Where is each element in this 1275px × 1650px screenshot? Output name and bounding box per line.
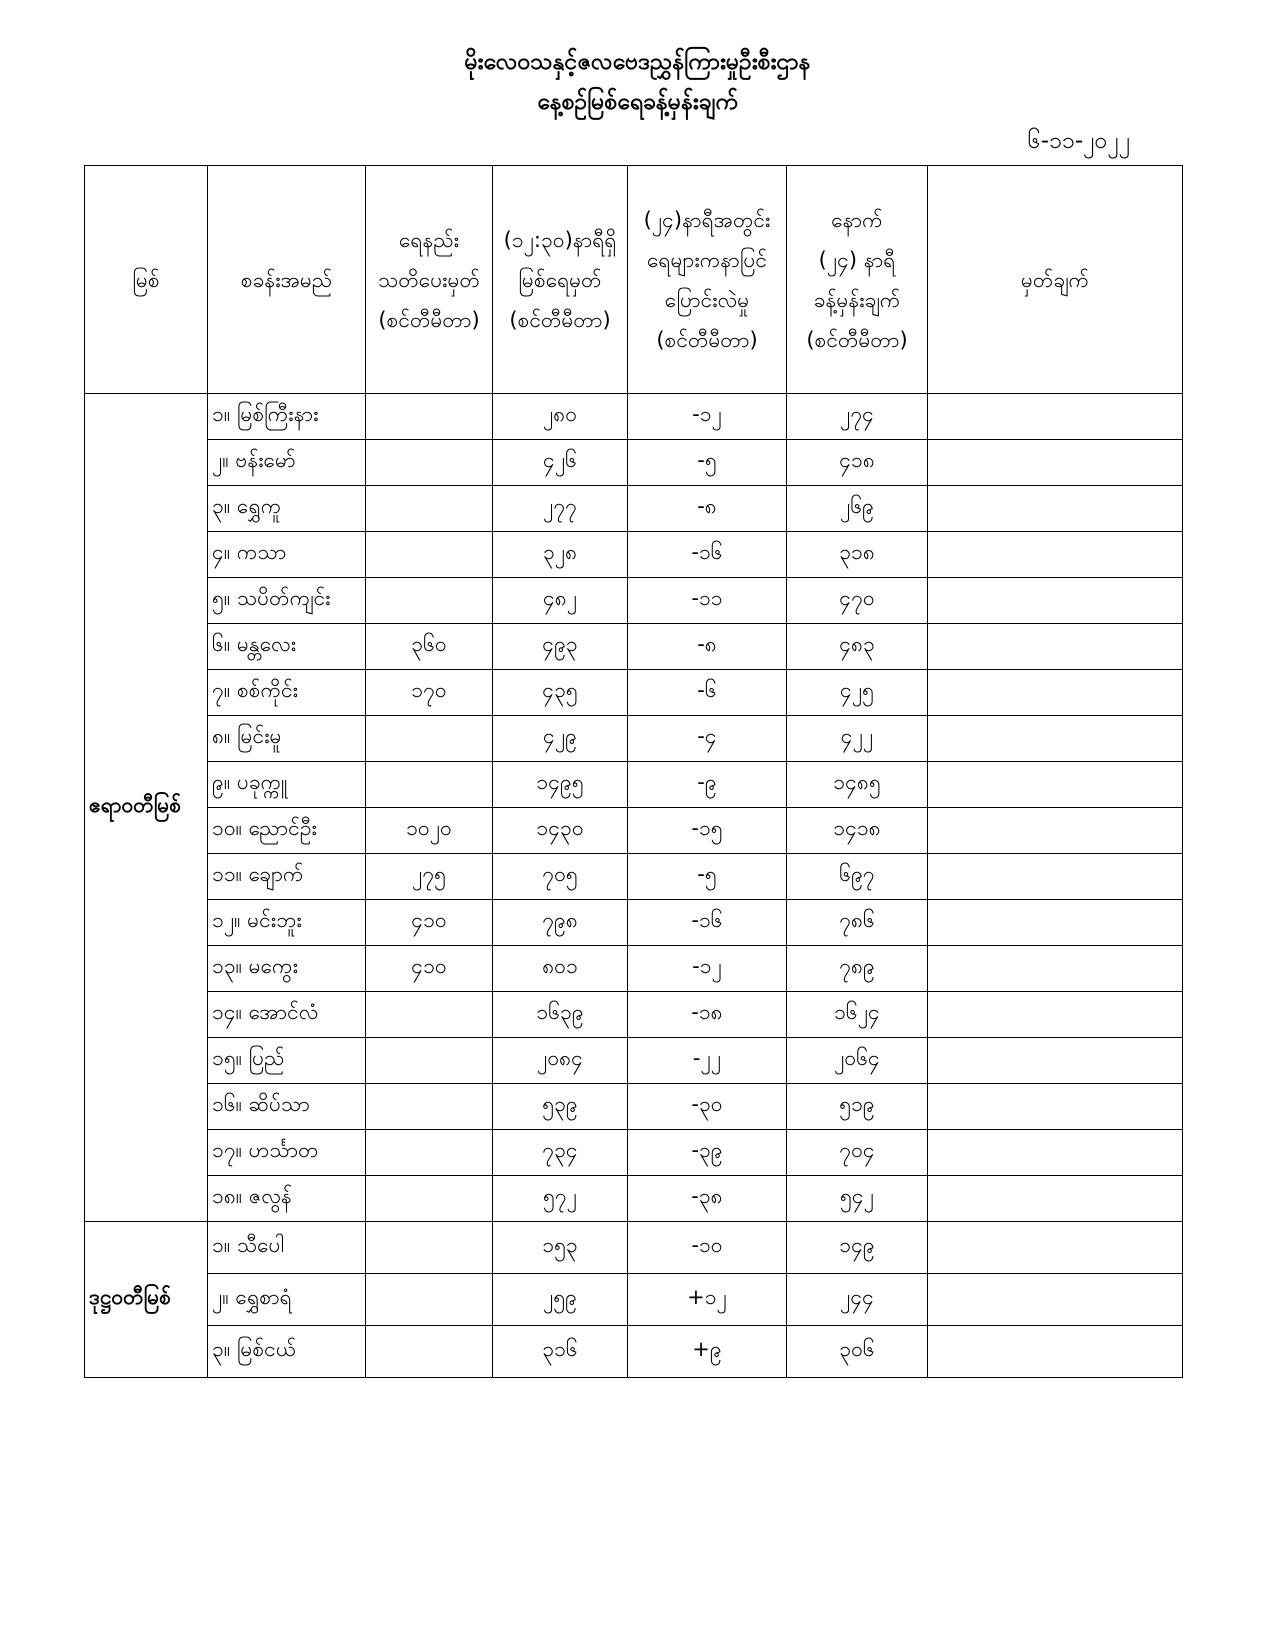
forecast-cell: ၄၇၀ — [787, 578, 928, 624]
water-level-cell: ၂၀၈၄ — [493, 1038, 628, 1084]
forecast-cell: ၂၆၉ — [787, 486, 928, 532]
warning-level-cell — [366, 1038, 493, 1084]
river-name: ဒုဋ္ဌဝတီမြစ် — [85, 1222, 208, 1378]
forecast-cell: ၂၀၆၄ — [787, 1038, 928, 1084]
level-change-cell: -၁၁ — [628, 578, 787, 624]
water-level-cell: ၅၇၂ — [493, 1176, 628, 1222]
level-change-cell: -၃၈ — [628, 1176, 787, 1222]
station-name-cell: ၁၅။ ပြည် — [208, 1038, 366, 1084]
water-level-cell: ၇၃၄ — [493, 1130, 628, 1176]
warning-level-cell — [366, 1222, 493, 1274]
forecast-cell: ၅၁၉ — [787, 1084, 928, 1130]
page-subtitle: နေ့စဉ်မြစ်ရေခန့်မှန်းချက် — [537, 89, 738, 115]
table-row — [85, 808, 1183, 854]
level-change-cell: -၅ — [628, 854, 787, 900]
warning-level-cell: ၃၆၀ — [366, 624, 493, 670]
forecast-cell: ၄၂၂ — [787, 716, 928, 762]
warning-level-cell — [366, 1130, 493, 1176]
col-water-level-header: (၁၂:၃၀)နာရီရှိ မြစ်ရေမှတ် (စင်တီမီတာ) — [493, 166, 628, 394]
remark-cell — [928, 716, 1183, 762]
warning-level-cell — [366, 440, 493, 486]
table-row — [85, 578, 1183, 624]
table-row — [85, 670, 1183, 716]
water-level-cell: ၁၄၉၅ — [493, 762, 628, 808]
warning-level-cell: ၁၀၂၀ — [366, 808, 493, 854]
level-change-cell: -၁၆ — [628, 532, 787, 578]
water-level-cell: ၂၅၉ — [493, 1274, 628, 1326]
station-name-cell: ၁၇။ ဟင်္သာတ — [208, 1130, 366, 1176]
remark-cell — [928, 1038, 1183, 1084]
warning-level-cell: ၂၇၅ — [366, 854, 493, 900]
table-row — [85, 532, 1183, 578]
remark-cell — [928, 1326, 1183, 1378]
remark-cell — [928, 440, 1183, 486]
water-level-cell: ၄၂၉ — [493, 716, 628, 762]
remark-cell — [928, 1084, 1183, 1130]
table-row — [85, 1084, 1183, 1130]
water-level-cell: ၁၆၃၉ — [493, 992, 628, 1038]
level-change-cell: -၃၀ — [628, 1084, 787, 1130]
level-change-cell: -၁၆ — [628, 900, 787, 946]
level-change-cell: +၉ — [628, 1326, 787, 1378]
warning-level-cell — [366, 578, 493, 624]
water-level-cell: ၅၃၉ — [493, 1084, 628, 1130]
table-row — [85, 394, 1183, 440]
station-name-cell: ၁၀။ ညောင်ဦး — [208, 808, 366, 854]
table-row — [85, 946, 1183, 992]
table-row — [85, 1038, 1183, 1084]
table-row — [85, 716, 1183, 762]
remark-cell — [928, 900, 1183, 946]
forecast-cell: ၁၆၂၄ — [787, 992, 928, 1038]
level-change-cell: -၃၉ — [628, 1130, 787, 1176]
warning-level-cell — [366, 716, 493, 762]
river-name: ဧရာဝတီမြစ် — [85, 394, 208, 1222]
level-change-cell: -၄ — [628, 716, 787, 762]
remark-cell — [928, 808, 1183, 854]
station-name-cell: ၁။ မြစ်ကြီးနား — [208, 394, 366, 440]
forecast-cell: ၂၇၄ — [787, 394, 928, 440]
warning-level-cell — [366, 1176, 493, 1222]
level-change-cell: -၁၅ — [628, 808, 787, 854]
forecast-cell: ၁၄၈၅ — [787, 762, 928, 808]
forecast-cell: ၄၈၃ — [787, 624, 928, 670]
water-level-cell: ၇၉၈ — [493, 900, 628, 946]
level-change-cell: -၁၈ — [628, 992, 787, 1038]
water-level-cell: ၁၅၃ — [493, 1222, 628, 1274]
station-name-cell: ၁၂။ မင်းဘူး — [208, 900, 366, 946]
table-row — [85, 1130, 1183, 1176]
level-change-cell: -၈ — [628, 624, 787, 670]
level-change-cell: -၆ — [628, 670, 787, 716]
table-row — [85, 762, 1183, 808]
remark-cell — [928, 992, 1183, 1038]
water-level-cell: ၂၇၇ — [493, 486, 628, 532]
table-body — [85, 394, 1183, 1378]
station-name-cell: ၄။ ကသာ — [208, 532, 366, 578]
level-change-cell: -၁၂ — [628, 394, 787, 440]
table-row — [85, 992, 1183, 1038]
station-name-cell: ၁၈။ ဇလွန် — [208, 1176, 366, 1222]
remark-cell — [928, 1176, 1183, 1222]
water-level-cell: ၂၈၀ — [493, 394, 628, 440]
level-change-cell: -၅ — [628, 440, 787, 486]
station-name-cell: ၇။ စစ်ကိုင်း — [208, 670, 366, 716]
level-change-cell: +၁၂ — [628, 1274, 787, 1326]
table-row — [85, 624, 1183, 670]
station-name-cell: ၉။ ပခုက္ကူ — [208, 762, 366, 808]
page-title: မိုးလေဝသနှင့်ဇလဗေဒညွှန်ကြားမှုဦးစီးဌာန — [464, 49, 811, 75]
table-row — [85, 1176, 1183, 1222]
remark-cell — [928, 1130, 1183, 1176]
remark-cell — [928, 854, 1183, 900]
warning-level-cell — [366, 1274, 493, 1326]
warning-level-cell — [366, 1084, 493, 1130]
table-row — [85, 440, 1183, 486]
level-change-cell: -၂၂ — [628, 1038, 787, 1084]
forecast-cell: ၁၄၉ — [787, 1222, 928, 1274]
col-remark-header: မှတ်ချက် — [928, 166, 1183, 394]
table-row — [85, 486, 1183, 532]
station-name-cell: ၁၄။ အောင်လံ — [208, 992, 366, 1038]
station-name-cell: ၁၃။ မကွေး — [208, 946, 366, 992]
table-row — [85, 900, 1183, 946]
station-name-cell: ၃။ မြစ်ငယ် — [208, 1326, 366, 1378]
water-level-cell: ၈၀၁ — [493, 946, 628, 992]
water-level-cell: ၃၂၈ — [493, 532, 628, 578]
forecast-cell: ၇၈၉ — [787, 946, 928, 992]
water-level-cell: ၁၄၃၀ — [493, 808, 628, 854]
remark-cell — [928, 670, 1183, 716]
col-24h-forecast-header: နောက် (၂၄) နာရီ ခန့်မှန်းချက် (စင်တီမီတာ) — [787, 166, 928, 394]
remark-cell — [928, 762, 1183, 808]
water-level-cell: ၄၉၃ — [493, 624, 628, 670]
warning-level-cell — [366, 992, 493, 1038]
station-name-cell: ၁၆။ ဆိပ်သာ — [208, 1084, 366, 1130]
report-date: ၆-၁၁-၂၀၂၂ — [1027, 128, 1130, 154]
col-24h-change-header: (၂၄)နာရီအတွင်း ရေများကနာပြင် ပြောင်းလဲမှု (စင်တီမီတာ) — [628, 166, 787, 394]
river-forecast-table — [84, 165, 1183, 1378]
station-name-cell: ၈။ မြင်းမူ — [208, 716, 366, 762]
warning-level-cell: ၁၇၀ — [366, 670, 493, 716]
forecast-cell: ၃၀၆ — [787, 1326, 928, 1378]
water-level-cell: ၄၃၅ — [493, 670, 628, 716]
table-row — [85, 1222, 1183, 1274]
warning-level-cell — [366, 486, 493, 532]
water-level-cell: ၄၈၂ — [493, 578, 628, 624]
warning-level-cell — [366, 532, 493, 578]
station-name-cell: ၅။ သပိတ်ကျင်း — [208, 578, 366, 624]
table-row — [85, 1326, 1183, 1378]
remark-cell — [928, 532, 1183, 578]
station-name-cell: ၂။ ဗန်းမော် — [208, 440, 366, 486]
forecast-cell: ၇၈၆ — [787, 900, 928, 946]
level-change-cell: -၁၀ — [628, 1222, 787, 1274]
forecast-cell: ၁၄၁၈ — [787, 808, 928, 854]
station-name-cell: ၁၁။ ချောက် — [208, 854, 366, 900]
station-name-cell: ၂။ ရွှေစာရံ — [208, 1274, 366, 1326]
remark-cell — [928, 394, 1183, 440]
col-station-header: စခန်းအမည် — [208, 166, 366, 394]
col-river-header: မြစ် — [85, 166, 208, 394]
header-row — [85, 166, 1183, 394]
warning-level-cell: ၄၁၀ — [366, 946, 493, 992]
table-row — [85, 1274, 1183, 1326]
warning-level-cell — [366, 1326, 493, 1378]
remark-cell — [928, 946, 1183, 992]
warning-level-cell — [366, 762, 493, 808]
remark-cell — [928, 624, 1183, 670]
station-name-cell: ၁။ သီပေါ — [208, 1222, 366, 1274]
water-level-cell: ၃၁၆ — [493, 1326, 628, 1378]
forecast-cell: ၅၄၂ — [787, 1176, 928, 1222]
level-change-cell: -၉ — [628, 762, 787, 808]
remark-cell — [928, 1222, 1183, 1274]
water-level-cell: ၇၀၅ — [493, 854, 628, 900]
table-row — [85, 854, 1183, 900]
forecast-cell: ၃၁၈ — [787, 532, 928, 578]
water-level-cell: ၄၂၆ — [493, 440, 628, 486]
remark-cell — [928, 486, 1183, 532]
forecast-cell: ၄၂၅ — [787, 670, 928, 716]
remark-cell — [928, 1274, 1183, 1326]
level-change-cell: -၈ — [628, 486, 787, 532]
forecast-cell: ၂၄၄ — [787, 1274, 928, 1326]
station-name-cell: ၃။ ရွှေကူ — [208, 486, 366, 532]
remark-cell — [928, 578, 1183, 624]
station-name-cell: ၆။ မန္တလေး — [208, 624, 366, 670]
col-warning-level-header: ရေနည်း သတိပေးမှတ် (စင်တီမီတာ) — [366, 166, 493, 394]
forecast-cell: ၇၀၄ — [787, 1130, 928, 1176]
forecast-cell: ၄၁၈ — [787, 440, 928, 486]
forecast-cell: ၆၉၇ — [787, 854, 928, 900]
warning-level-cell: ၄၁၀ — [366, 900, 493, 946]
level-change-cell: -၁၂ — [628, 946, 787, 992]
warning-level-cell — [366, 394, 493, 440]
